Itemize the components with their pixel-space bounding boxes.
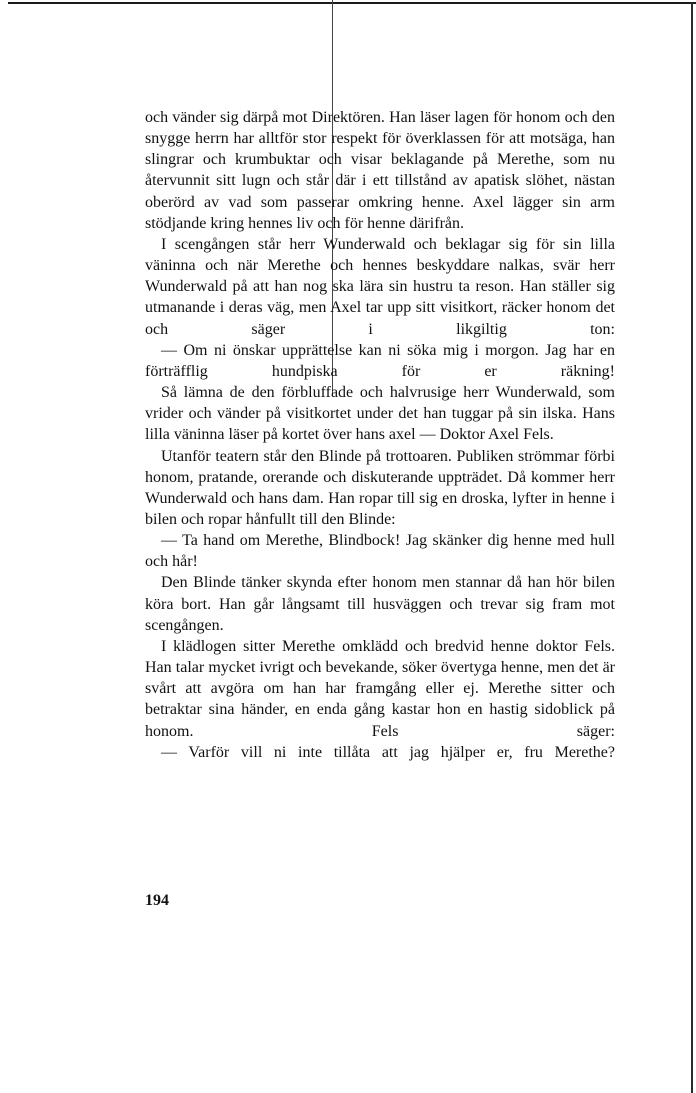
page-body: [145, 107, 615, 763]
page-number: 194: [145, 892, 169, 909]
paragraph-3: — Om ni önskar upprättelse kan ni söka mig i morgon. Jag har en förträfflig hundpiska för er räkning!: [145, 341, 615, 380]
scan-edge-right: [691, 2, 693, 1093]
paragraph-8: I klädlogen sitter Merethe omklädd och bredvid henne doktor Fels. Han talar mycket ivrigt och bevekande, söker övertyga henne, men det är svårt att avgöra om han har framgång eller ej. Merethe sitter och betraktar sina händer, en enda gång kastar hon en hastig sidoblick på honom. Fels säger:: [145, 637, 615, 740]
paragraph-1: och vänder sig därpå mot Direktören. Han läser lagen för honom och den snygge herrn har alltför stor respekt för överklassen för att motsäga, han slingrar och krumbuktar och visar beklagande på Merethe, som nu återvunnit sitt lugn och står där i ett tillstånd av apatisk slöhet, nästan oberörd av vad som passerar omkring henne. Axel lägger sin arm stödjande kring hennes liv och för henne därifrån.: [145, 109, 615, 232]
scan-edge-top: [8, 2, 696, 4]
paragraph-7: Den Blinde tänker skynda efter honom men stannar då han hör bilen köra bort. Han går långsamt till husväggen och trevar sig fram mot scengången.: [145, 574, 615, 634]
paragraph-2: I scengången står herr Wunderwald och beklagar sig för sin lilla väninna och när Merethe och hennes beskyddare nalkas, svär herr Wunderwald på att han nog ska lära sin hustru ta reson. Han ställer sig utmanande i deras väg, men Axel tar upp sitt visitkort, räcker honom det och säger i likgiltig ton:: [145, 235, 615, 338]
paragraph-9: — Varför vill ni inte tillåta att jag hjälper er, fru Merethe?: [161, 743, 615, 761]
paragraph-4: Så lämna de den förbluffade och halvrusige herr Wunderwald, som vrider och vänder på visitkortet under det han tuggar på sin ilska. Hans lilla väninna läser på kortet över hans axel — Doktor Axel Fels.: [145, 384, 615, 444]
paragraph-6: — Ta hand om Merethe, Blindbock! Jag skänker dig henne med hull och hår!: [145, 532, 615, 571]
paragraph-5: Utanför teatern står den Blinde på trottoaren. Publiken strömmar förbi honom, pratande, orerande och diskuterande uppträdet. Då kommer herr Wunderwald och hans dam. Han ropar till sig en droska, lyfter in henne i bilen och ropar hånfullt till den Blinde:: [145, 447, 615, 528]
